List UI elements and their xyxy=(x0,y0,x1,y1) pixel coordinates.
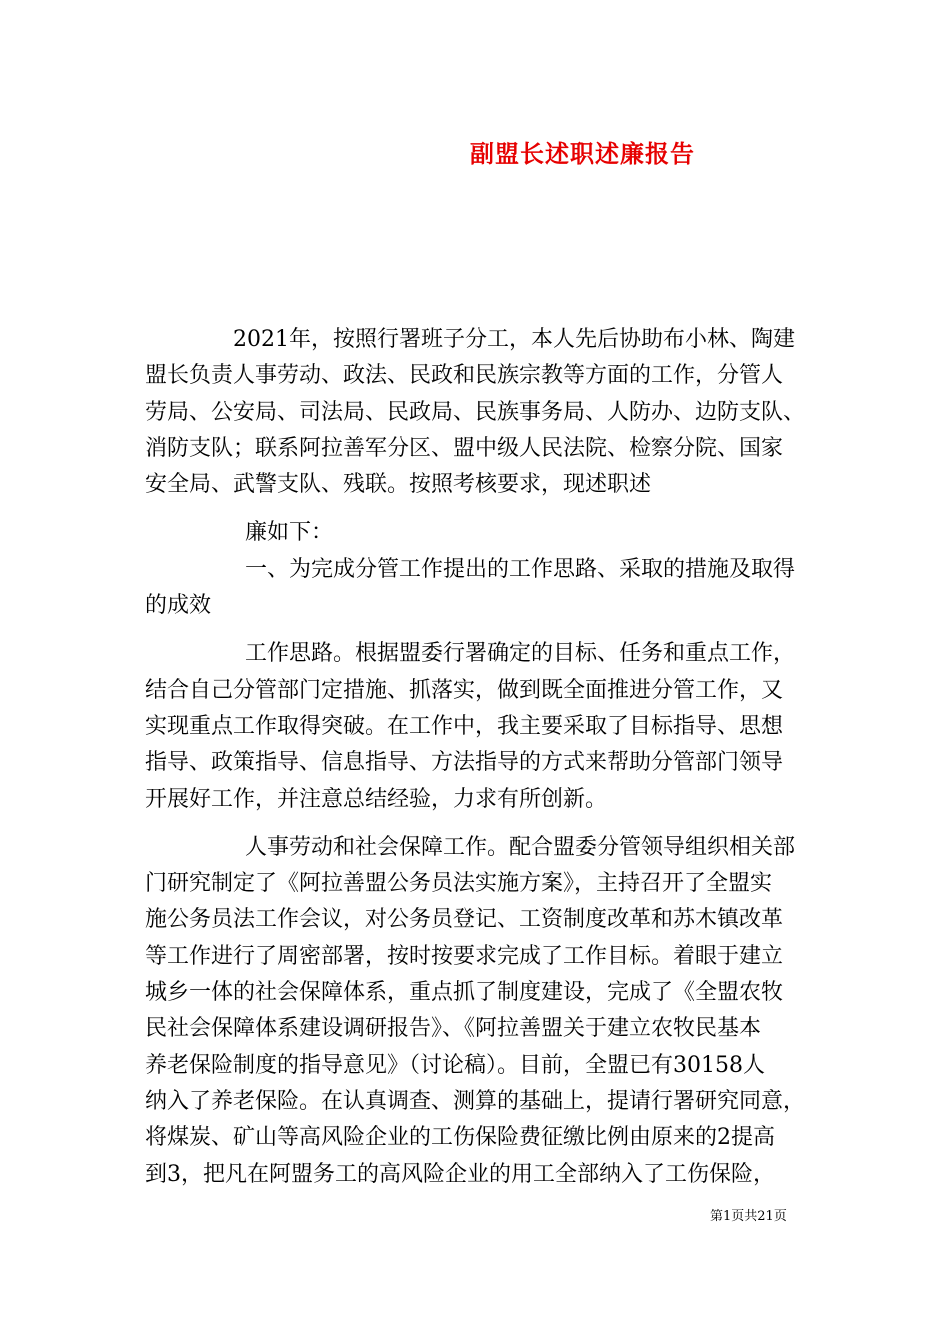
paragraph-line: 人事劳动和社会保障工作。配合盟委分管领导组织相关部 xyxy=(245,834,796,860)
paragraph-line: 民社会保障体系建设调研报告》、《阿拉善盟关于建立农牧民基本 xyxy=(145,1016,762,1042)
section-heading-continuation: 的成效 xyxy=(145,593,212,619)
paragraph-line: 到3，把凡在阿盟务工的高风险企业的用工全部纳入了工伤保险， xyxy=(145,1161,775,1187)
document-title: 副盟长述职述廉报告 xyxy=(470,139,695,168)
paragraph-line: 纳入了养老保险。在认真调查、测算的基础上，提请行署研究同意， xyxy=(145,1088,806,1114)
paragraph-line: 廉如下： xyxy=(245,520,334,546)
paragraph-line: 2021年，按照行署班子分工，本人先后协助布小林、陶建 xyxy=(233,327,795,352)
paragraph-line: 盟长负责人事劳动、政法、民政和民族宗教等方面的工作，分管人 xyxy=(145,363,784,389)
paragraph-line: 结合自己分管部门定措施、抓落实，做到既全面推进分管工作，又 xyxy=(145,677,784,703)
page-number: 第1页共21页 xyxy=(710,1209,787,1224)
paragraph-line: 施公务员法工作会议，对公务员登记、工资制度改革和苏木镇改革 xyxy=(145,907,784,933)
paragraph-line: 劳局、公安局、司法局、民政局、民族事务局、人防办、边防支队、 xyxy=(145,399,806,425)
paragraph-line: 安全局、武警支队、残联。按照考核要求，现述职述 xyxy=(145,472,652,498)
section-heading: 一、为完成分管工作提出的工作思路、采取的措施及取得 xyxy=(245,556,796,582)
paragraph-line: 工作思路。根据盟委行署确定的目标、任务和重点工作， xyxy=(245,641,796,667)
paragraph-line: 实现重点工作取得突破。在工作中，我主要采取了目标指导、思想 xyxy=(145,713,784,739)
paragraph-line: 指导、政策指导、信息指导、方法指导的方式来帮助分管部门领导 xyxy=(145,750,784,776)
paragraph-line: 开展好工作，并注意总结经验，力求有所创新。 xyxy=(145,786,608,812)
document-body xyxy=(145,322,815,1193)
paragraph-line: 城乡一体的社会保障体系，重点抓了制度建设，完成了《全盟农牧 xyxy=(145,980,784,1006)
paragraph-line: 等工作进行了周密部署，按时按要求完成了工作目标。着眼于建立 xyxy=(145,943,784,969)
paragraph-line: 将煤炭、矿山等高风险企业的工伤保险费征缴比例由原来的2提高 xyxy=(145,1125,775,1151)
paragraph-line: 养老保险制度的指导意见》（讨论稿）。目前，全盟已有30158人 xyxy=(145,1052,765,1078)
paragraph-line: 门研究制定了《阿拉善盟公务员法实施方案》，主持召开了全盟实 xyxy=(145,871,773,897)
paragraph-line: 消防支队；联系阿拉善军分区、盟中级人民法院、检察分院、国家 xyxy=(145,435,784,461)
